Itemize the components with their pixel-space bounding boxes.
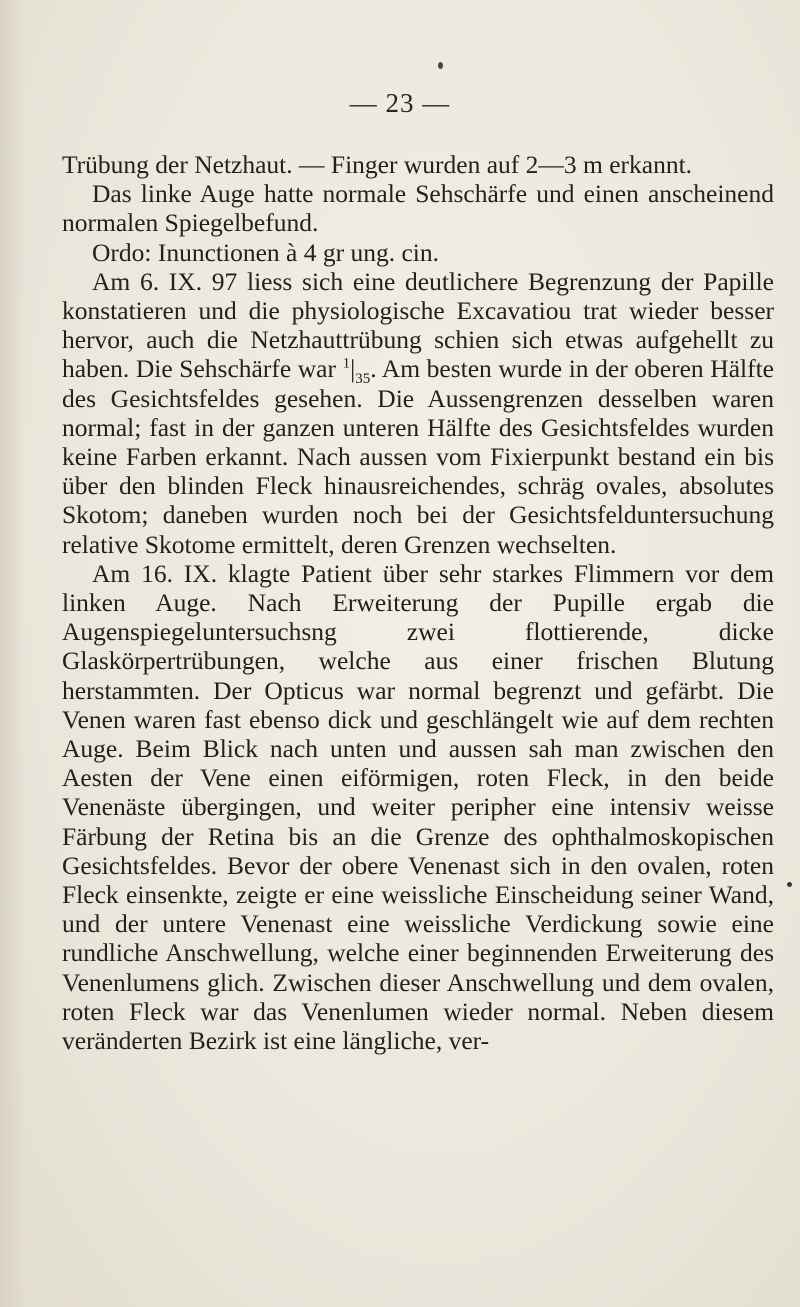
paragraph-4-text-before: Am 6. IX. 97 liess sich eine deutlichere Begrenzung der Papille konstatieren und die physiologische Excavatiou trat wieder besser hervor, auch die Netzhauttrübung schien sich etwas aufgehellt zu haben. Die Sehschärfe war <box>62 266 774 384</box>
page-binding-shadow <box>0 0 26 1307</box>
paragraph-5: Am 16. IX. klagte Patient über sehr starkes Flimmern vor dem linken Auge. Nach Erweiterung der Pupille ergab die Augenspiegeluntersuchsng zwei flottierende, dicke Glaskörpertrübungen, welche aus einer frischen Blutung herstammten. Der Opticus war normal begrenzt und gefärbt. Die Venen waren fast ebenso dick und geschlängelt wie auf dem rechten Auge. Beim Blick nach unten und aussen sah man zwischen den Aesten der Vene einen eiförmigen, roten Fleck, in den beide Venenäste übergingen, und weiter peripher eine intensiv weisse Färbung der Retina bis an die Grenze des ophthalmoskopischen Gesichtsfeldes. Bevor der obere Venenast sich in den ovalen, roten Fleck einsenkte, zeigte er eine weissliche Einscheidung seiner Wand, und der untere Venenast eine weissliche Verdickung sowie eine rundliche Anschwellung, welche einer beginnenden Erweiterung des Venenlumens glich. Zwischen dieser Anschwellung und dem ovalen, roten Fleck war das Venenlumen wieder normal. Neben diesem veränderten Bezirk ist eine längliche, ver- <box>62 558 774 1056</box>
paragraph-3: Ordo: Inunctionen à 4 gr ung. cin. <box>92 237 440 267</box>
paragraph-4: Am 6. IX. 97 liess sich eine deutlichere Begrenzung der Papille konstatieren und die physiologische Excavatiou trat wieder besser hervor, auch die Netzhauttrübung schien sich etwas aufgehellt zu haben. Die Sehschärfe war $^1|_{35}$. Am besten wurde in der oberen Hälfte des Gesichtsfeldes gesehen. Die Aussengrenzen desselben waren normal; fast in der ganzen unteren Hälfte des Gesichtsfeldes wurden keine Farben erkannt. Nach aussen vom Fixierpunkt bestand ein bis über den blinden Fleck hinausreichendes, schräg ovales, absolutes Skotom; daneben wurden noch bei der Gesichtsfelduntersuchung relative Skotome ermittelt, deren Grenzen wechselten. <box>62 266 775 559</box>
fraction-denominator: 35 <box>355 371 371 388</box>
fraction-numerator: 1 <box>342 355 351 372</box>
ink-speck <box>438 62 443 69</box>
margin-dot <box>787 882 792 887</box>
paragraph-1: Trübung der Netzhaut. — Finger wurden auf 2—3 m erkannt. <box>62 150 693 179</box>
paragraph-4-text-after: . Am besten wurde in der oberen Hälfte des Gesichtsfeldes gesehen. Die Aussengrenzen desselben waren normal; fast in der ganzen unteren Hälfte des Gesichtsfeldes wurden keine Farben erkannt. Nach aussen vom Fixierpunkt bestand ein bis über den blinden Fleck hinausreichendes, schräg ovales, absolutes Skotom; daneben wurden noch bei der Gesichtsfelduntersuchung relative Skotome ermittelt, deren Grenzen wechselten. <box>62 354 775 559</box>
paragraph-2: Das linke Auge hatte normale Sehschärfe und einen anscheinend normalen Spiegelbefund. <box>62 179 774 238</box>
body-text <box>62 150 774 1055</box>
page-number: — 23 — <box>349 88 451 118</box>
